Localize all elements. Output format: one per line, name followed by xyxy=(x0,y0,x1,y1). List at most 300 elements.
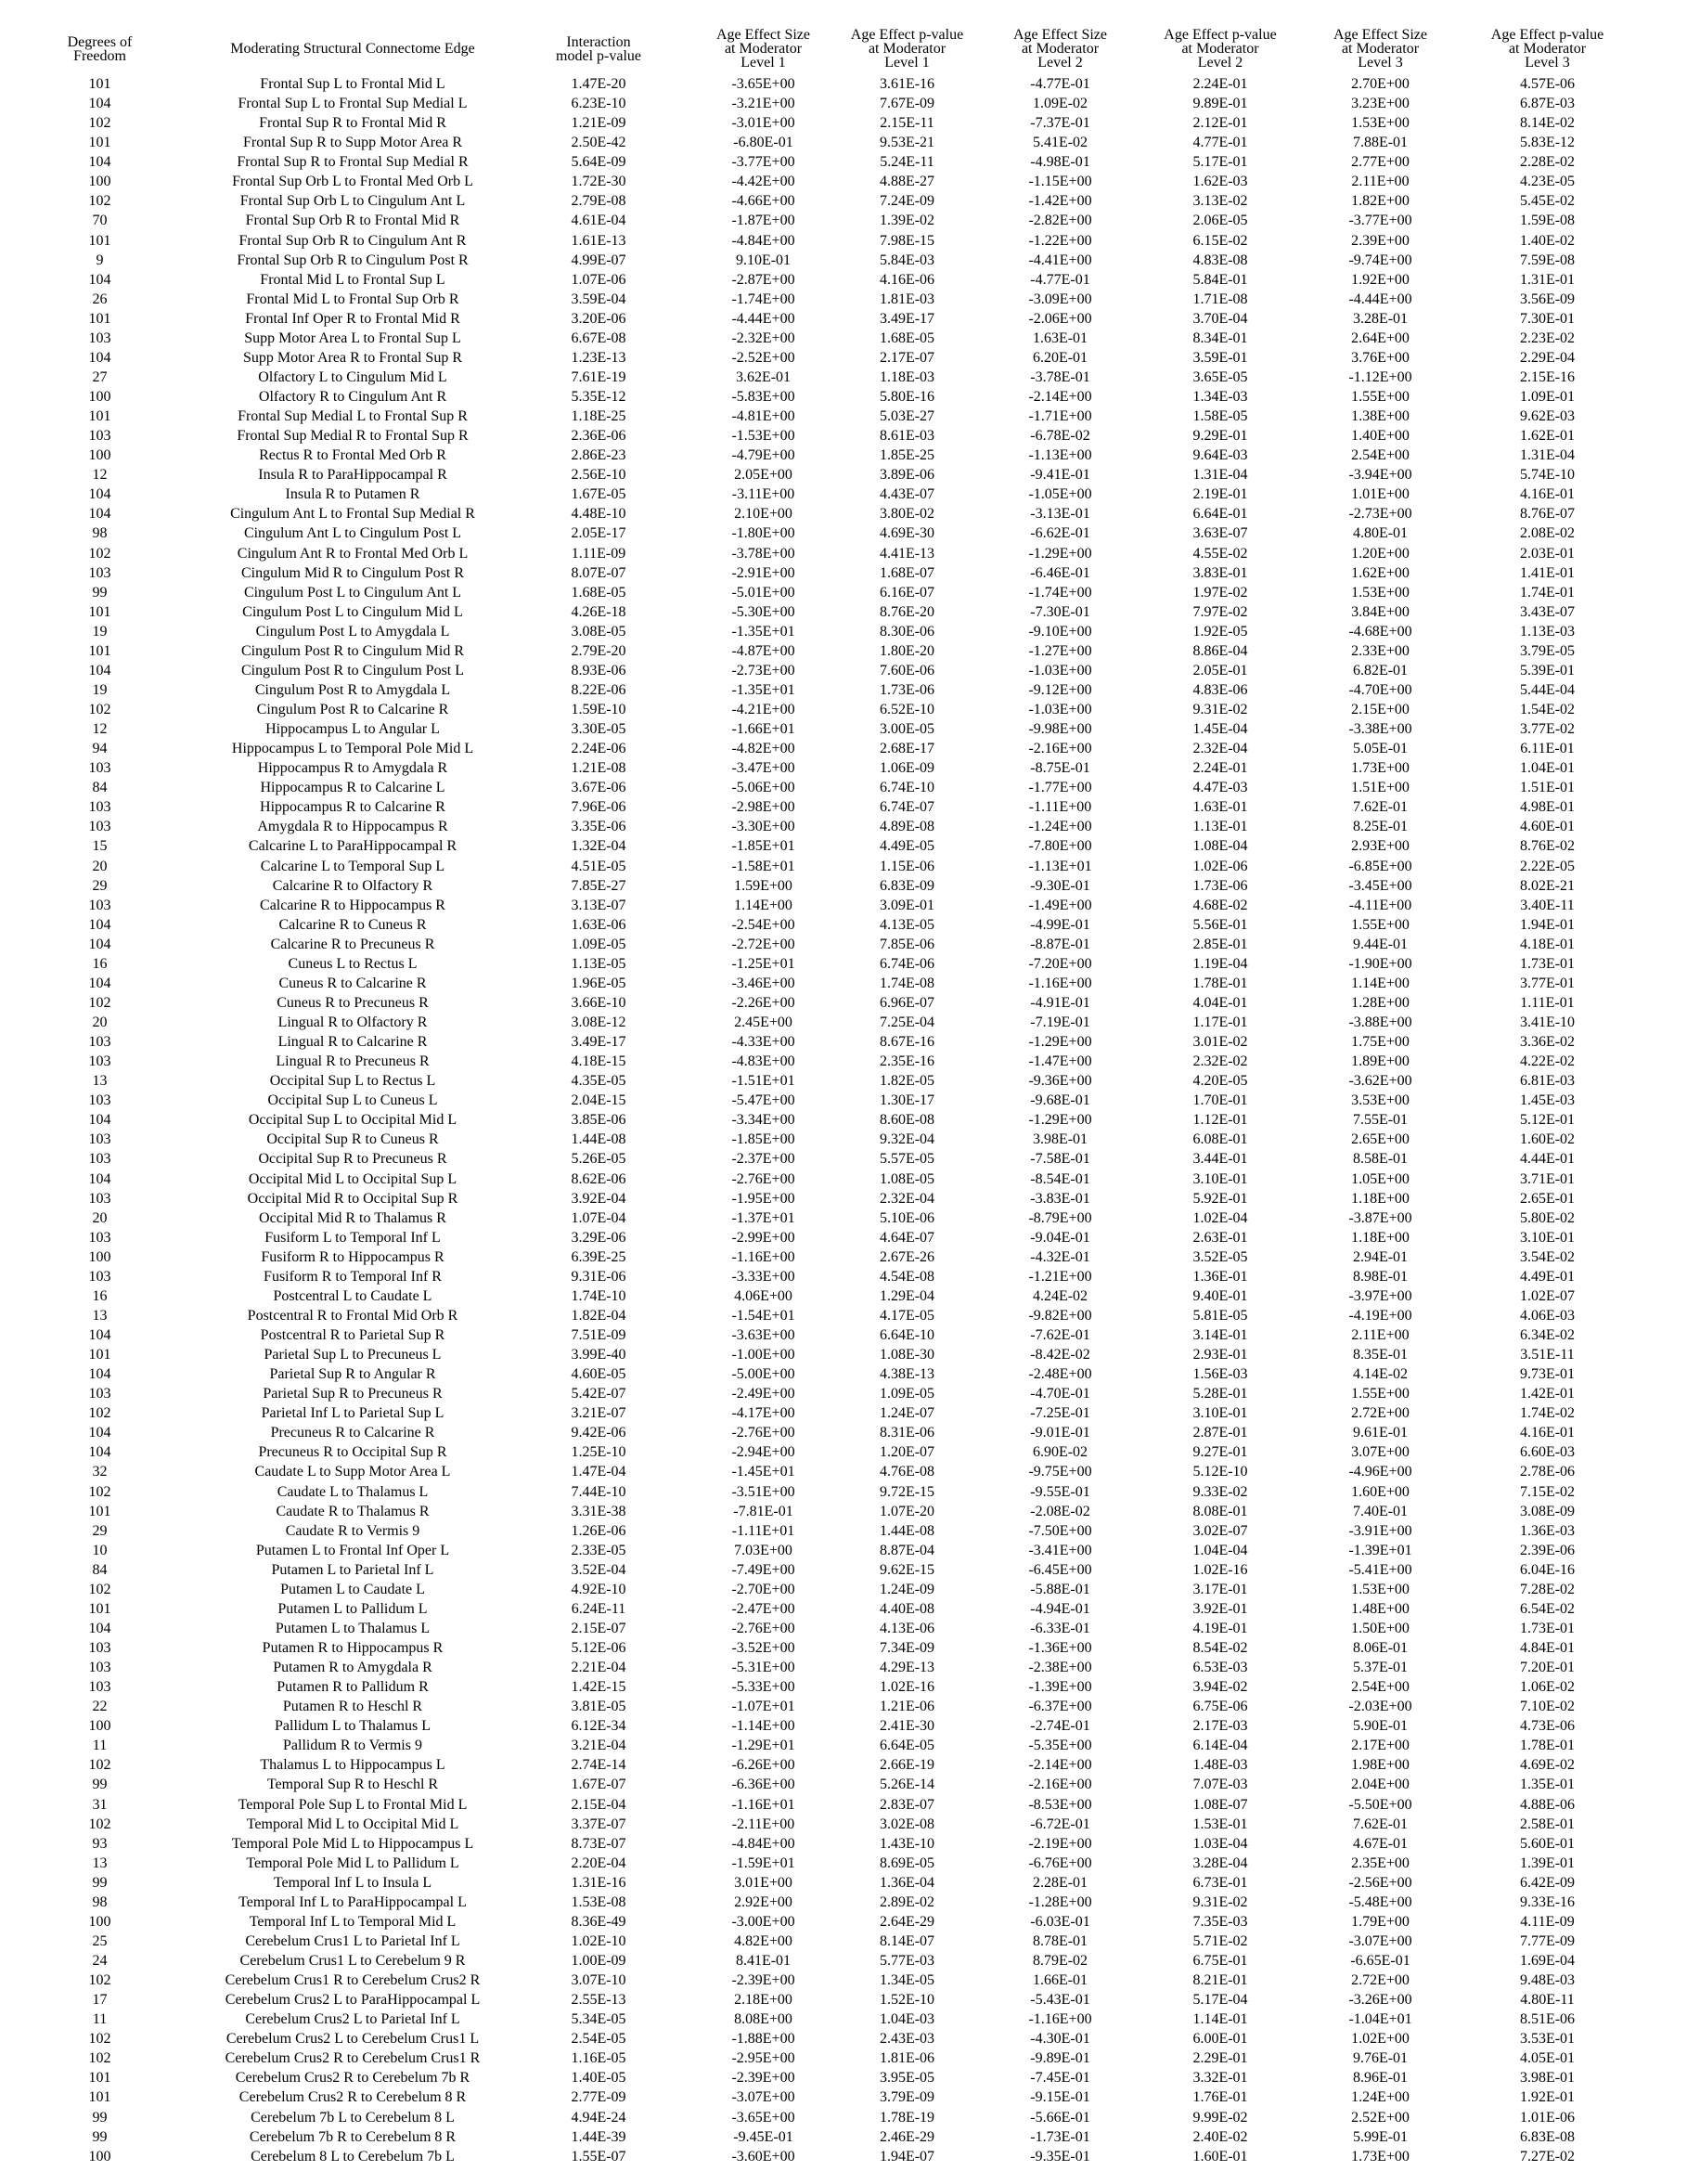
cell-aep-l1: 5.84E-03 xyxy=(879,252,935,268)
cell-aep-l2: 8.86E-04 xyxy=(1192,642,1248,659)
cell-aes-l2: -1.03E+00 xyxy=(1028,662,1092,678)
cell-interaction-p: 2.54E-05 xyxy=(571,2031,626,2048)
cell-interaction-p: 1.63E-06 xyxy=(571,916,626,933)
cell-aep-l1: 8.87E-04 xyxy=(879,1542,935,1558)
cell-aep-l1: 9.32E-04 xyxy=(879,1131,935,1148)
cell-aes-l2: -7.19E-01 xyxy=(1030,1014,1090,1030)
cell-aep-l1: 5.80E-16 xyxy=(879,389,935,405)
cell-aep-l2: 1.70E-01 xyxy=(1192,1092,1248,1109)
cell-interaction-p: 2.05E-17 xyxy=(571,525,626,542)
cell-aes-l3: -3.91E+00 xyxy=(1348,1522,1412,1539)
cell-aes-l2: -9.36E+00 xyxy=(1028,1073,1092,1090)
cell-aes-l1: -4.66E+00 xyxy=(731,193,795,210)
cell-aes-l3: -4.70E+00 xyxy=(1348,681,1412,698)
cell-aep-l1: 2.66E-19 xyxy=(879,1757,935,1774)
cell-aep-l2: 2.32E-02 xyxy=(1192,1053,1248,1070)
cell-aes-l3: -9.74E+00 xyxy=(1348,252,1412,268)
cell-aep-l1: 9.72E-15 xyxy=(879,1483,935,1500)
cell-interaction-p: 1.82E-04 xyxy=(571,1307,626,1324)
cell-degrees-of-freedom: 104 xyxy=(88,1327,111,1343)
cell-aes-l3: 1.55E+00 xyxy=(1351,1386,1410,1402)
table-row xyxy=(0,426,1633,446)
cell-aep-l1: 1.24E-07 xyxy=(879,1405,935,1422)
column-header-line: Moderating Structural Connectome Edge xyxy=(230,41,475,57)
cell-aes-l3: 4.14E-02 xyxy=(1352,1366,1409,1383)
cell-aep-l1: 9.53E-21 xyxy=(879,135,935,151)
table-row xyxy=(0,2048,1633,2068)
column-header-line: Age Effect Size xyxy=(716,27,810,43)
cell-aes-l1: 3.62E-01 xyxy=(735,368,792,385)
cell-aes-l2: -3.13E-01 xyxy=(1030,506,1090,523)
cell-aes-l3: 1.53E+00 xyxy=(1351,1581,1410,1597)
table-row xyxy=(0,876,1633,896)
cell-aep-l1: 1.85E-25 xyxy=(879,447,935,464)
cell-degrees-of-freedom: 103 xyxy=(88,330,111,346)
cell-aes-l2: -4.91E-01 xyxy=(1030,994,1090,1011)
cell-degrees-of-freedom: 103 xyxy=(88,897,111,913)
cell-aep-l3: 2.39E-06 xyxy=(1519,1542,1576,1558)
cell-degrees-of-freedom: 17 xyxy=(92,1992,108,2009)
table-row xyxy=(0,2010,1633,2029)
cell-aes-l2: -4.41E+00 xyxy=(1028,252,1092,268)
cell-aes-l1: 2.92E+00 xyxy=(734,1893,792,1910)
cell-aep-l3: 6.83E-08 xyxy=(1519,2128,1576,2145)
column-header-line: Level 3 xyxy=(1358,55,1403,71)
cell-interaction-p: 2.50E-42 xyxy=(571,135,626,151)
cell-degrees-of-freedom: 100 xyxy=(88,1248,111,1265)
cell-aes-l1: -1.74E+00 xyxy=(731,291,795,307)
cell-aep-l2: 6.14E-04 xyxy=(1192,1738,1248,1754)
cell-interaction-p: 4.18E-15 xyxy=(571,1053,626,1070)
cell-edge: Putamen R to Heschl R xyxy=(282,1699,423,1715)
cell-interaction-p: 7.85E-27 xyxy=(571,877,626,894)
cell-edge: Supp Motor Area R to Frontal Sup R xyxy=(242,349,462,366)
cell-edge: Frontal Sup Orb L to Cingulum Ant L xyxy=(239,193,466,210)
table-row xyxy=(0,778,1633,797)
table-row xyxy=(0,1228,1633,1247)
cell-aep-l3: 1.41E-01 xyxy=(1519,564,1576,581)
cell-aes-l1: -4.44E+00 xyxy=(731,310,795,327)
cell-degrees-of-freedom: 20 xyxy=(92,858,108,874)
cell-interaction-p: 2.36E-06 xyxy=(571,428,626,445)
cell-aep-l1: 6.64E-05 xyxy=(879,1738,935,1754)
cell-aes-l2: -9.35E-01 xyxy=(1030,2148,1090,2165)
cell-edge: Calcarine L to ParaHippocampal R xyxy=(248,838,457,855)
cell-aes-l1: -3.65E+00 xyxy=(731,76,795,92)
table-row xyxy=(0,1755,1633,1775)
table-row xyxy=(0,94,1633,113)
cell-aep-l1: 4.88E-27 xyxy=(879,174,935,190)
cell-aep-l1: 1.15E-06 xyxy=(879,858,935,874)
cell-aep-l1: 7.67E-09 xyxy=(879,96,935,112)
cell-edge: Rectus R to Frontal Med Orb R xyxy=(259,447,446,464)
cell-interaction-p: 6.12E-34 xyxy=(571,1718,626,1735)
cell-aep-l1: 6.74E-06 xyxy=(879,955,935,972)
cell-edge: Hippocampus R to Amygdala R xyxy=(257,760,448,777)
cell-interaction-p: 2.04E-15 xyxy=(571,1092,626,1109)
cell-edge: Cuneus R to Precuneus R xyxy=(277,994,429,1011)
cell-aes-l1: 2.45E+00 xyxy=(734,1014,792,1030)
cell-interaction-p: 7.51E-09 xyxy=(571,1327,626,1343)
table-row xyxy=(0,368,1633,387)
table-row xyxy=(0,563,1633,583)
cell-aes-l2: -1.24E+00 xyxy=(1028,819,1092,835)
cell-aes-l2: -9.41E-01 xyxy=(1030,467,1090,484)
cell-aep-l3: 5.45E-02 xyxy=(1519,193,1576,210)
cell-aes-l1: -2.95E+00 xyxy=(731,2050,795,2067)
cell-aes-l3: -5.48E+00 xyxy=(1348,1893,1412,1910)
cell-aes-l1: -3.65E+00 xyxy=(731,2109,795,2126)
cell-aes-l2: -5.88E-01 xyxy=(1030,1581,1090,1597)
cell-aep-l3: 6.34E-02 xyxy=(1519,1327,1576,1343)
column-header-aes-l1 xyxy=(691,28,835,74)
cell-aep-l2: 2.24E-01 xyxy=(1192,760,1248,777)
cell-edge: Putamen R to Hippocampus R xyxy=(262,1640,444,1656)
cell-degrees-of-freedom: 29 xyxy=(92,1522,108,1539)
cell-aes-l2: -9.30E-01 xyxy=(1030,877,1090,894)
cell-edge: Insula R to ParaHippocampal R xyxy=(258,467,447,484)
cell-aes-l1: -5.01E+00 xyxy=(731,584,795,601)
cell-aep-l1: 3.49E-17 xyxy=(879,310,935,327)
cell-aep-l2: 2.05E-01 xyxy=(1192,662,1248,678)
cell-aes-l2: -2.16E+00 xyxy=(1028,741,1092,757)
cell-aep-l2: 5.71E-02 xyxy=(1192,1932,1248,1949)
cell-aes-l2: 1.09E-02 xyxy=(1032,96,1088,112)
cell-aes-l1: 2.05E+00 xyxy=(734,467,792,484)
cell-degrees-of-freedom: 26 xyxy=(92,291,108,307)
cell-interaction-p: 6.24E-11 xyxy=(571,1600,626,1617)
cell-interaction-p: 3.08E-12 xyxy=(571,1014,626,1030)
table-row xyxy=(0,1619,1633,1638)
cell-aes-l3: 1.79E+00 xyxy=(1351,1913,1410,1930)
cell-aes-l1: -4.83E+00 xyxy=(731,1053,795,1070)
cell-aep-l3: 4.22E-02 xyxy=(1519,1053,1576,1070)
cell-aep-l2: 3.10E-01 xyxy=(1192,1405,1248,1422)
cell-aep-l3: 8.51E-06 xyxy=(1519,2011,1576,2028)
cell-aes-l3: 2.93E+00 xyxy=(1351,838,1410,855)
cell-aes-l3: -4.11E+00 xyxy=(1348,897,1412,913)
cell-aep-l3: 3.43E-07 xyxy=(1519,603,1576,620)
cell-aep-l3: 5.60E-01 xyxy=(1519,1835,1576,1852)
cell-aes-l1: -4.87E+00 xyxy=(731,642,795,659)
table-row xyxy=(0,133,1633,152)
cell-edge: Parietal Sup R to Precuneus R xyxy=(263,1386,443,1402)
cell-aes-l3: 3.76E+00 xyxy=(1351,349,1410,366)
cell-aep-l3: 4.05E-01 xyxy=(1519,2050,1576,2067)
cell-aes-l2: -7.62E-01 xyxy=(1030,1327,1090,1343)
column-header-line: Age Effect Size xyxy=(1013,27,1107,43)
cell-edge: Hippocampus R to Calcarine L xyxy=(260,780,445,796)
cell-interaction-p: 1.61E-13 xyxy=(571,232,626,249)
cell-degrees-of-freedom: 25 xyxy=(92,1932,108,1949)
cell-edge: Cerebelum 7b L to Cerebelum 8 L xyxy=(251,2109,455,2126)
cell-aes-l1: -3.60E+00 xyxy=(731,2148,795,2165)
cell-aep-l2: 1.58E-05 xyxy=(1192,408,1248,425)
cell-aep-l1: 1.78E-19 xyxy=(879,2109,935,2126)
cell-aep-l1: 2.41E-30 xyxy=(879,1718,935,1735)
cell-aep-l1: 7.98E-15 xyxy=(879,232,935,249)
cell-aes-l3: -3.62E+00 xyxy=(1348,1073,1412,1090)
cell-aes-l2: -1.16E+00 xyxy=(1028,2011,1092,2028)
cell-interaction-p: 1.23E-13 xyxy=(571,349,626,366)
cell-degrees-of-freedom: 99 xyxy=(92,2128,108,2145)
cell-aep-l3: 3.36E-02 xyxy=(1519,1034,1576,1051)
cell-aep-l3: 7.30E-01 xyxy=(1519,310,1576,327)
cell-interaction-p: 1.42E-15 xyxy=(571,1679,626,1696)
column-header-degrees-of-freedom xyxy=(0,28,200,74)
cell-aes-l3: 2.77E+00 xyxy=(1351,154,1410,171)
cell-aep-l2: 1.19E-04 xyxy=(1192,955,1248,972)
cell-interaction-p: 3.66E-10 xyxy=(571,994,626,1011)
cell-aes-l3: -4.19E+00 xyxy=(1348,1307,1412,1324)
cell-interaction-p: 3.99E-40 xyxy=(571,1347,626,1363)
table-row xyxy=(0,1286,1633,1306)
cell-aep-l3: 7.20E-01 xyxy=(1519,1660,1576,1676)
cell-edge: Cingulum Ant L to Cingulum Post L xyxy=(243,525,462,542)
cell-aes-l2: -2.19E+00 xyxy=(1028,1835,1092,1852)
cell-aep-l1: 5.10E-06 xyxy=(879,1209,935,1226)
cell-aep-l1: 4.40E-08 xyxy=(879,1600,935,1617)
cell-aep-l1: 8.69E-05 xyxy=(879,1854,935,1871)
cell-aes-l3: 9.44E-01 xyxy=(1352,936,1409,952)
cell-aes-l2: -2.16E+00 xyxy=(1028,1777,1092,1793)
cell-interaction-p: 1.25E-10 xyxy=(571,1444,626,1461)
cell-aes-l3: 2.94E-01 xyxy=(1352,1248,1409,1265)
cell-edge: Cingulum Post R to Amygdala L xyxy=(254,681,451,698)
cell-aep-l2: 2.40E-02 xyxy=(1192,2128,1248,2145)
cell-degrees-of-freedom: 13 xyxy=(92,1073,108,1090)
cell-aes-l2: -5.43E-01 xyxy=(1030,1992,1090,2009)
cell-aes-l2: -1.74E+00 xyxy=(1028,584,1092,601)
cell-aep-l2: 1.13E-01 xyxy=(1192,819,1248,835)
column-header-line: Level 1 xyxy=(884,55,930,71)
cell-aes-l2: -3.41E+00 xyxy=(1028,1542,1092,1558)
table-row xyxy=(0,191,1633,211)
cell-degrees-of-freedom: 103 xyxy=(88,760,111,777)
cell-interaction-p: 6.23E-10 xyxy=(571,96,626,112)
cell-aep-l3: 1.74E-02 xyxy=(1519,1405,1576,1422)
cell-aep-l2: 1.60E-01 xyxy=(1192,2148,1248,2165)
table-row xyxy=(0,231,1633,251)
cell-edge: Cingulum Ant L to Frontal Sup Medial R xyxy=(230,506,475,523)
cell-interaction-p: 3.30E-05 xyxy=(571,721,626,738)
cell-interaction-p: 5.26E-05 xyxy=(571,1151,626,1168)
cell-aep-l2: 1.62E-03 xyxy=(1192,174,1248,190)
cell-aep-l1: 1.81E-03 xyxy=(879,291,935,307)
table-row xyxy=(0,1638,1633,1658)
cell-aep-l2: 1.02E-04 xyxy=(1192,1209,1248,1226)
cell-aep-l3: 1.42E-01 xyxy=(1519,1386,1576,1402)
cell-aep-l3: 4.16E-01 xyxy=(1519,486,1576,503)
cell-degrees-of-freedom: 104 xyxy=(88,1112,111,1129)
table-row xyxy=(0,1795,1633,1815)
cell-aep-l2: 1.14E-01 xyxy=(1192,2011,1248,2028)
cell-degrees-of-freedom: 103 xyxy=(88,799,111,816)
table-row xyxy=(0,2147,1633,2166)
cell-aes-l1: -5.47E+00 xyxy=(731,1092,795,1109)
table-row xyxy=(0,700,1633,719)
cell-aes-l3: 3.23E+00 xyxy=(1351,96,1410,112)
cell-aes-l1: -3.30E+00 xyxy=(731,819,795,835)
cell-aep-l2: 2.32E-04 xyxy=(1192,741,1248,757)
cell-aes-l1: -1.16E+00 xyxy=(731,1248,795,1265)
cell-aep-l1: 2.17E-07 xyxy=(879,349,935,366)
cell-degrees-of-freedom: 12 xyxy=(92,467,108,484)
table-row xyxy=(0,113,1633,133)
cell-aep-l3: 1.92E-01 xyxy=(1519,2089,1576,2106)
cell-aes-l3: -4.44E+00 xyxy=(1348,291,1412,307)
cell-interaction-p: 1.13E-05 xyxy=(571,955,626,972)
cell-aep-l1: 8.60E-08 xyxy=(879,1112,935,1129)
table-row xyxy=(0,896,1633,915)
cell-aes-l2: -9.68E-01 xyxy=(1030,1092,1090,1109)
cell-interaction-p: 2.24E-06 xyxy=(571,741,626,757)
cell-aep-l1: 4.89E-08 xyxy=(879,819,935,835)
cell-interaction-p: 1.16E-05 xyxy=(571,2050,626,2067)
cell-edge: Pallidum R to Vermis 9 xyxy=(283,1738,422,1754)
cell-interaction-p: 3.85E-06 xyxy=(571,1112,626,1129)
table-row xyxy=(0,544,1633,563)
cell-aes-l3: 6.82E-01 xyxy=(1352,662,1409,678)
cell-aes-l1: -2.47E+00 xyxy=(731,1600,795,1617)
cell-edge: Putamen R to Amygdala R xyxy=(273,1660,432,1676)
table-row xyxy=(0,1364,1633,1384)
table-row xyxy=(0,1208,1633,1228)
table-row xyxy=(0,2127,1633,2147)
column-header-line: Age Effect p-value xyxy=(1164,27,1277,43)
table-row xyxy=(0,680,1633,700)
cell-aes-l3: 2.52E+00 xyxy=(1351,2109,1410,2126)
cell-aep-l2: 3.59E-01 xyxy=(1192,349,1248,366)
cell-aep-l2: 4.77E-01 xyxy=(1192,135,1248,151)
cell-degrees-of-freedom: 29 xyxy=(92,877,108,894)
cell-degrees-of-freedom: 104 xyxy=(88,1620,111,1636)
cell-aep-l1: 1.34E-05 xyxy=(879,1972,935,1989)
cell-degrees-of-freedom: 101 xyxy=(88,642,111,659)
cell-aep-l3: 1.40E-02 xyxy=(1519,232,1576,249)
cell-edge: Calcarine R to Precuneus R xyxy=(270,936,435,952)
cell-aep-l3: 1.73E-01 xyxy=(1519,1620,1576,1636)
cell-aep-l1: 3.61E-16 xyxy=(879,76,935,92)
cell-degrees-of-freedom: 100 xyxy=(88,1913,111,1930)
cell-aep-l1: 6.74E-07 xyxy=(879,799,935,816)
cell-aes-l3: 1.53E+00 xyxy=(1351,115,1410,132)
cell-aes-l1: -1.29E+01 xyxy=(731,1738,795,1754)
cell-aes-l3: -3.97E+00 xyxy=(1348,1287,1412,1304)
table-row xyxy=(0,1071,1633,1091)
cell-degrees-of-freedom: 27 xyxy=(92,368,108,385)
table-row xyxy=(0,1521,1633,1541)
cell-aes-l3: 1.20E+00 xyxy=(1351,545,1410,562)
cell-aes-l1: -4.84E+00 xyxy=(731,1835,795,1852)
cell-aep-l3: 3.51E-11 xyxy=(1520,1347,1575,1363)
cell-aep-l3: 2.29E-04 xyxy=(1519,349,1576,366)
cell-edge: Occipital Sup L to Rectus L xyxy=(269,1073,436,1090)
cell-edge: Parietal Sup L to Precuneus L xyxy=(264,1347,442,1363)
cell-aes-l2: -8.87E-01 xyxy=(1030,936,1090,952)
cell-aep-l2: 9.99E-02 xyxy=(1192,2109,1248,2126)
cell-degrees-of-freedom: 104 xyxy=(88,154,111,171)
cell-interaction-p: 1.67E-07 xyxy=(571,1777,626,1793)
cell-degrees-of-freedom: 102 xyxy=(88,115,111,132)
cell-aes-l2: -1.27E+00 xyxy=(1028,642,1092,659)
cell-aes-l2: -4.32E-01 xyxy=(1030,1248,1090,1265)
cell-degrees-of-freedom: 103 xyxy=(88,1034,111,1051)
table-row xyxy=(0,1462,1633,1481)
cell-aes-l3: -3.45E+00 xyxy=(1348,877,1412,894)
cell-aep-l3: 9.62E-03 xyxy=(1519,408,1576,425)
cell-edge: Calcarine L to Temporal Sup L xyxy=(260,858,445,874)
cell-aep-l1: 7.34E-09 xyxy=(879,1640,935,1656)
cell-aes-l3: 3.53E+00 xyxy=(1351,1092,1410,1109)
cell-aep-l2: 8.54E-02 xyxy=(1192,1640,1248,1656)
cell-aep-l3: 6.11E-01 xyxy=(1520,741,1575,757)
cell-aep-l1: 1.02E-16 xyxy=(879,1679,935,1696)
cell-aes-l3: 8.96E-01 xyxy=(1352,2070,1409,2087)
cell-aep-l1: 8.30E-06 xyxy=(879,623,935,640)
cell-aep-l2: 9.29E-01 xyxy=(1192,428,1248,445)
cell-aes-l1: -3.47E+00 xyxy=(731,760,795,777)
cell-aes-l2: -8.75E-01 xyxy=(1030,760,1090,777)
cell-aes-l2: -4.77E-01 xyxy=(1030,271,1090,288)
table-row xyxy=(0,1267,1633,1286)
column-header-line: Age Effect p-value xyxy=(850,27,964,43)
cell-interaction-p: 1.96E-05 xyxy=(571,975,626,991)
cell-degrees-of-freedom: 104 xyxy=(88,1425,111,1441)
cell-degrees-of-freedom: 20 xyxy=(92,1209,108,1226)
cell-aes-l3: 5.99E-01 xyxy=(1352,2128,1409,2145)
cell-aes-l2: -3.83E-01 xyxy=(1030,1190,1090,1207)
cell-aes-l1: -2.26E+00 xyxy=(731,994,795,1011)
cell-aes-l3: -1.04E+01 xyxy=(1348,2011,1412,2028)
cell-aes-l2: -1.73E-01 xyxy=(1030,2128,1090,2145)
cell-edge: Caudate L to Supp Motor Area L xyxy=(254,1464,451,1480)
table-row xyxy=(0,583,1633,602)
cell-aep-l2: 6.73E-01 xyxy=(1192,1874,1248,1891)
cell-edge: Postcentral R to Parietal Sup R xyxy=(260,1327,445,1343)
cell-degrees-of-freedom: 104 xyxy=(88,486,111,503)
cell-edge: Putamen L to Frontal Inf Oper L xyxy=(255,1542,450,1558)
cell-aep-l3: 4.80E-11 xyxy=(1520,1992,1575,2009)
cell-aes-l1: -1.45E+01 xyxy=(731,1464,795,1480)
cell-aes-l2: -4.77E-01 xyxy=(1030,76,1090,92)
cell-interaction-p: 4.94E-24 xyxy=(571,2109,626,2126)
cell-aes-l3: 9.61E-01 xyxy=(1352,1425,1409,1441)
cell-aes-l2: -2.82E+00 xyxy=(1028,213,1092,229)
cell-aes-l2: -6.45E+00 xyxy=(1028,1561,1092,1578)
cell-edge: Postcentral L to Caudate L xyxy=(273,1287,432,1304)
cell-aep-l2: 4.68E-02 xyxy=(1192,897,1248,913)
cell-degrees-of-freedom: 99 xyxy=(92,2109,108,2126)
cell-interaction-p: 1.00E-09 xyxy=(571,1953,626,1969)
column-header-line: Age Effect Size xyxy=(1333,27,1427,43)
cell-degrees-of-freedom: 102 xyxy=(88,1972,111,1989)
cell-interaction-p: 3.59E-04 xyxy=(571,291,626,307)
cell-aep-l1: 1.36E-04 xyxy=(879,1874,935,1891)
cell-edge: Cingulum Post R to Cingulum Post L xyxy=(240,662,465,678)
cell-aes-l3: 2.65E+00 xyxy=(1351,1131,1410,1148)
cell-aep-l1: 2.32E-04 xyxy=(879,1190,935,1207)
table-row xyxy=(0,2068,1633,2087)
cell-aep-l1: 4.49E-05 xyxy=(879,838,935,855)
cell-aes-l3: -2.03E+00 xyxy=(1348,1699,1412,1715)
cell-edge: Frontal Sup Orb R to Cingulum Post R xyxy=(237,252,469,268)
cell-aep-l1: 3.02E-08 xyxy=(879,1816,935,1832)
cell-edge: Temporal Inf L to Temporal Mid L xyxy=(249,1913,457,1930)
cell-edge: Frontal Inf Oper R to Frontal Mid R xyxy=(245,310,460,327)
table-row xyxy=(0,1384,1633,1403)
cell-aes-l3: -6.65E-01 xyxy=(1350,1953,1410,1969)
